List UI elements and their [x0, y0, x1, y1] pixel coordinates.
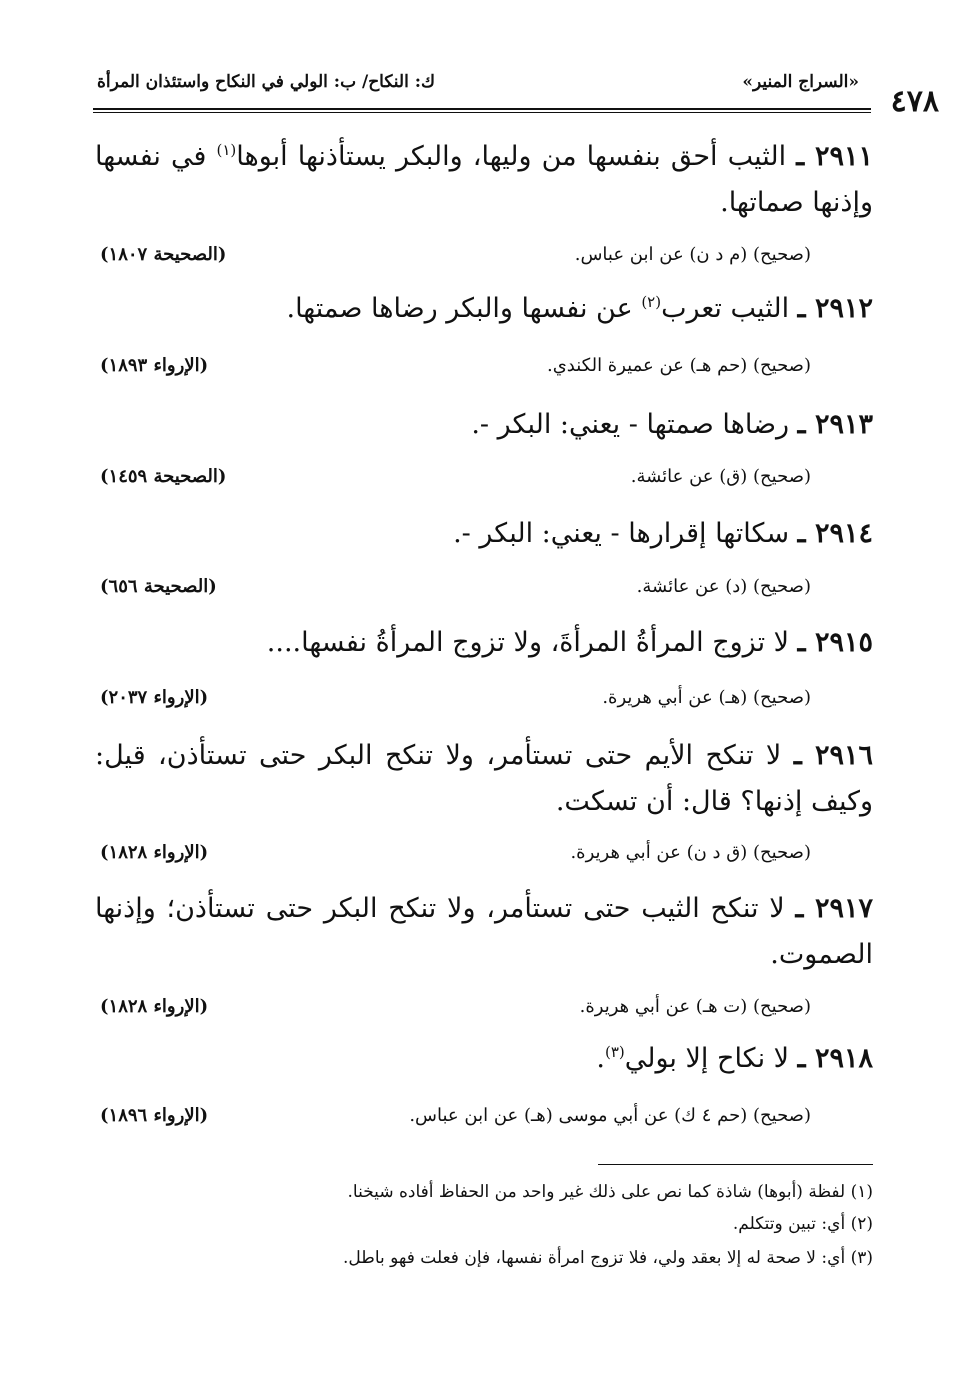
hadith-text-continued: في نفسها وإذنها صماتها. [95, 141, 873, 218]
hadith-reference: (الإرواء ١٨٩٦) [100, 1105, 209, 1126]
footnote-marker[interactable]: (٣) [604, 1043, 625, 1061]
hadith-text: لا تنكح الثيب حتى تستأمر، ولا تنكح البكر حتى تستأذن؛ وإذنها الصموت. [95, 893, 873, 970]
footnote-marker: (٢) [850, 1214, 873, 1234]
hadith-reference: (الإرواء ١٨٢٨) [100, 842, 209, 863]
hadith-source: (صحيح) (حم ٤ ك) عن أبي موسى (هـ) عن ابن عباس. [409, 1105, 811, 1126]
page-number: ٤٧٨ [890, 84, 939, 119]
hadith-text: لا تزوج المرأةُ المرأةَ، ولا تزوج المرأةُ نفسها.... [266, 627, 790, 658]
hadith-2916 [95, 733, 873, 825]
hadith-reference: (الصحيحة ٦٥٦) [100, 576, 217, 597]
hadith-reference: (الصحيحة ١٤٥٩) [100, 466, 227, 487]
footnote-divider [598, 1164, 873, 1165]
hadith-text: الثيب تعرب [661, 293, 790, 324]
hadith-source: (صحيح) (ت هـ) عن أبي هريرة. [579, 996, 811, 1017]
hadith-number: ٢٩١٤ ـ [797, 518, 873, 549]
hadith-text: سكاتها إقرارها - يعني: البكر -. [453, 518, 790, 549]
hadith-reference: (الإرواء ٢٠٣٧) [100, 687, 209, 708]
footnote-marker[interactable]: (٢) [641, 293, 662, 311]
header-divider [93, 108, 871, 110]
hadith-text-continued: عن نفسها والبكر رضاها صمتها. [286, 293, 642, 324]
hadith-number: ٢٩١٦ ـ [793, 740, 874, 771]
hadith-source: (صحيح) (هـ) عن أبي هريرة. [602, 687, 811, 708]
hadith-source: (صحيح) (ق) عن عائشة. [630, 466, 811, 487]
footnote-marker: (٣) [850, 1248, 873, 1268]
footnote-marker[interactable]: (١) [216, 141, 237, 159]
hadith-reference: (الإرواء ١٨٩٣) [100, 355, 209, 376]
hadith-source: (صحيح) (م د ن) عن ابن عباس. [574, 244, 811, 265]
hadith-2918 [95, 1036, 873, 1082]
header-divider-thin [93, 112, 871, 113]
hadith-source: (صحيح) (حم هـ) عن عميرة الكندي. [546, 355, 811, 376]
hadith-text-continued: . [596, 1043, 605, 1074]
footnote-text: أي: لا صحة له إلا بعقد ولي، فلا تزوج امرأة نفسها، فإن فعلت فهو باطل. [343, 1248, 846, 1268]
hadith-number: ٢٩١١ ـ [796, 141, 873, 172]
hadith-2912 [95, 286, 873, 332]
hadith-2915 [95, 620, 873, 666]
book-title: «السراج المنير» [742, 72, 859, 92]
footnote-2 [95, 1214, 873, 1234]
hadith-2913 [95, 402, 873, 448]
hadith-number: ٢٩١٥ ـ [797, 627, 873, 658]
hadith-2911 [95, 134, 873, 226]
hadith-number: ٢٩١٣ ـ [797, 409, 873, 440]
hadith-number: ٢٩١٢ ـ [797, 293, 873, 324]
hadith-number: ٢٩١٧ ـ [795, 893, 874, 924]
hadith-text: لا تنكح الأيم حتى تستأمر، ولا تنكح البكر حتى تستأذن، قيل: وكيف إذنها؟ قال: أن تسكت. [95, 740, 873, 817]
hadith-source: (صحيح) (ق د ن) عن أبي هريرة. [570, 842, 811, 863]
hadith-source: (صحيح) (د) عن عائشة. [636, 576, 811, 597]
chapter-header: ك: النكاح/ ب: الولي في النكاح واستئذان المرأة [97, 72, 435, 92]
footnote-1 [95, 1182, 873, 1202]
footnote-text: أي: تبين وتتكلم. [732, 1214, 846, 1234]
hadith-text: الثيب أحق بنفسها من وليها، والبكر يستأذنها أبوها [236, 141, 787, 172]
footnote-text: لفظة (أبوها) شاذة كما نص على ذلك غير واحد من الحفاظ أفاده شيخنا. [347, 1182, 846, 1202]
footnote-3 [95, 1248, 873, 1268]
hadith-text: لا نكاح إلا بولي [624, 1043, 790, 1074]
hadith-2914 [95, 511, 873, 557]
hadith-reference: (الصحيحة ١٨٠٧) [100, 244, 227, 265]
hadith-reference: (الإرواء ١٨٢٨) [100, 996, 209, 1017]
hadith-text: رضاها صمتها - يعني: البكر -. [471, 409, 790, 440]
hadith-2917 [95, 886, 873, 978]
hadith-number: ٢٩١٨ ـ [797, 1043, 873, 1074]
footnote-marker: (١) [850, 1182, 873, 1202]
